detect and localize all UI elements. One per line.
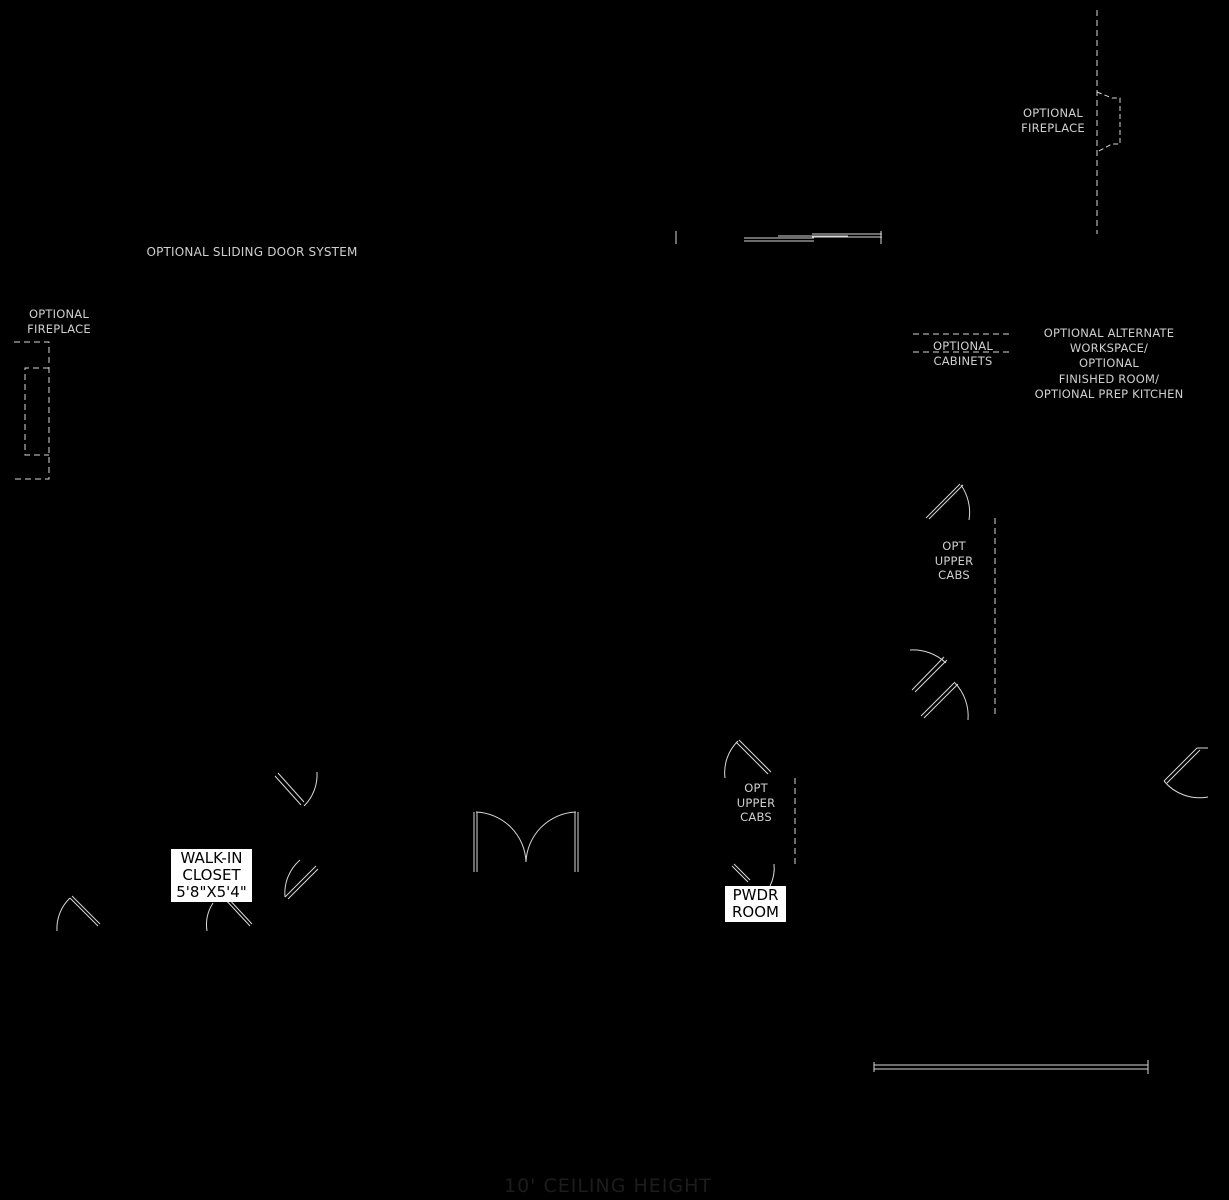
opt-upper-cabs-right-label: OPT UPPER CABS bbox=[934, 539, 974, 582]
optional-alt-workspace-label: OPTIONAL ALTERNATE WORKSPACE/ OPTIONAL FINISHED ROOM/ OPTIONAL PREP KITCHEN bbox=[1034, 326, 1184, 401]
door-swing-closet-lower bbox=[285, 860, 318, 899]
optional-cabinets-label: OPTIONAL CABINETS bbox=[933, 339, 993, 368]
window-bottom-right bbox=[874, 1060, 1148, 1074]
opt-upper-cabs-center-label: OPT UPPER CABS bbox=[736, 781, 776, 824]
door-swing-far-right bbox=[1164, 748, 1208, 798]
door-swing-bottom-left bbox=[57, 896, 100, 931]
door-swing-powder-room bbox=[732, 864, 774, 886]
optional-sliding-door-label: OPTIONAL SLIDING DOOR SYSTEM bbox=[146, 245, 358, 259]
optional-fireplace-top-label: OPTIONAL FIREPLACE bbox=[1021, 106, 1085, 135]
sliding-door-track bbox=[676, 231, 882, 244]
double-door-center bbox=[474, 812, 578, 872]
walk-in-closet-tag: WALK-IN CLOSET 5'8"X5'4" bbox=[171, 849, 252, 902]
optional-fireplace-left-label: OPTIONAL FIREPLACE bbox=[27, 307, 91, 336]
door-swing-right-upper bbox=[926, 484, 970, 520]
door-swing-right-lower bbox=[910, 650, 968, 720]
powder-room-tag: PWDR ROOM bbox=[725, 886, 786, 922]
optional-fireplace-left bbox=[14, 342, 49, 479]
ceiling-height-label: 10' CEILING HEIGHT bbox=[504, 1175, 712, 1197]
door-swing-closet-upper bbox=[275, 772, 317, 806]
